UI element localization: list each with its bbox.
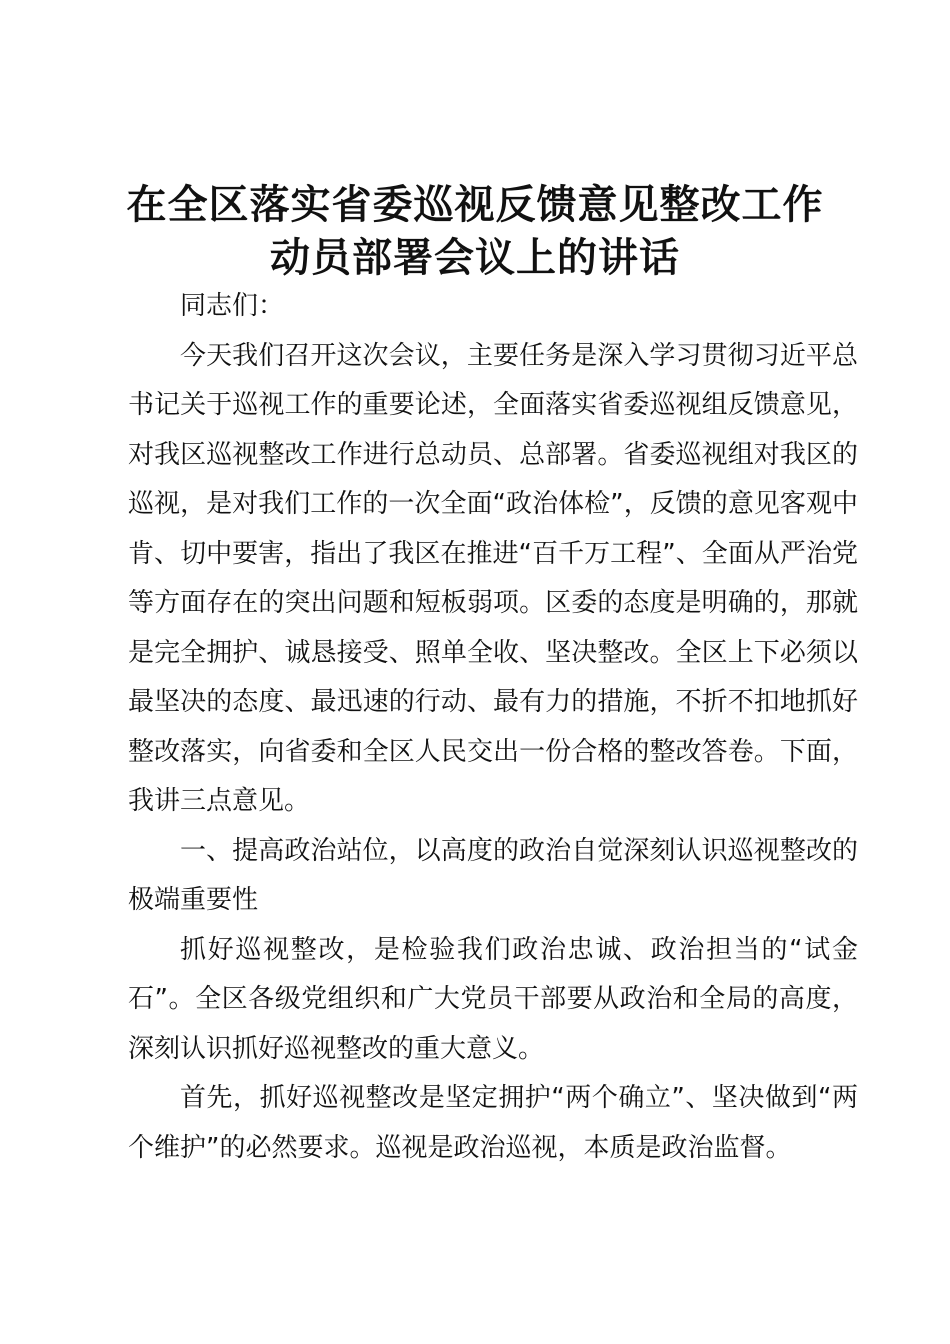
paragraph-section-1-lead: 抓好巡视整改，是检验我们政治忠诚、政治担当的“试金石”。全区各级党组织和广大党员干部要从政治和全局的高度，深刻认识抓好巡视整改的重大意义。 bbox=[128, 934, 858, 1064]
salutation: 同志们： bbox=[180, 291, 285, 321]
document-title-line-1: 在全区落实省委巡视反馈意见整改工作 bbox=[126, 181, 824, 228]
document-title-line-2: 动员部署会议上的讲话 bbox=[270, 234, 680, 281]
paragraph-intro: 今天我们召开这次会议，主要任务是深入学习贯彻习近平总书记关于巡视工作的重要论述，全面落实省委巡视组反馈意见，对我区巡视整改工作进行总动员、总部署。省委巡视组对我区的巡视，是对我们工作的一次全面“政治体检”，反馈的意见客观中肯、切中要害，指出了我区在推进“百千万工程”、全面从严治党等方面存在的突出问题和短板弱项。区委的态度是明确的，那就是完全拥护、诚恳接受、照单全收、坚决整改。全区上下必须以最坚决的态度、最迅速的行动、最有力的措施，不折不扣地抓好整改落实，向省委和全区人民交出一份合格的整改答卷。下面，我讲三点意见。 bbox=[128, 340, 858, 816]
document-body bbox=[128, 282, 858, 1173]
paragraph-first-point: 首先，抓好巡视整改是坚定拥护“两个确立”、坚决做到“两个维护”的必然要求。巡视是政治巡视，本质是政治监督。 bbox=[128, 1083, 858, 1163]
section-heading-1: 一、提高政治站位，以高度的政治自觉深刻认识巡视整改的极端重要性 bbox=[128, 835, 858, 915]
